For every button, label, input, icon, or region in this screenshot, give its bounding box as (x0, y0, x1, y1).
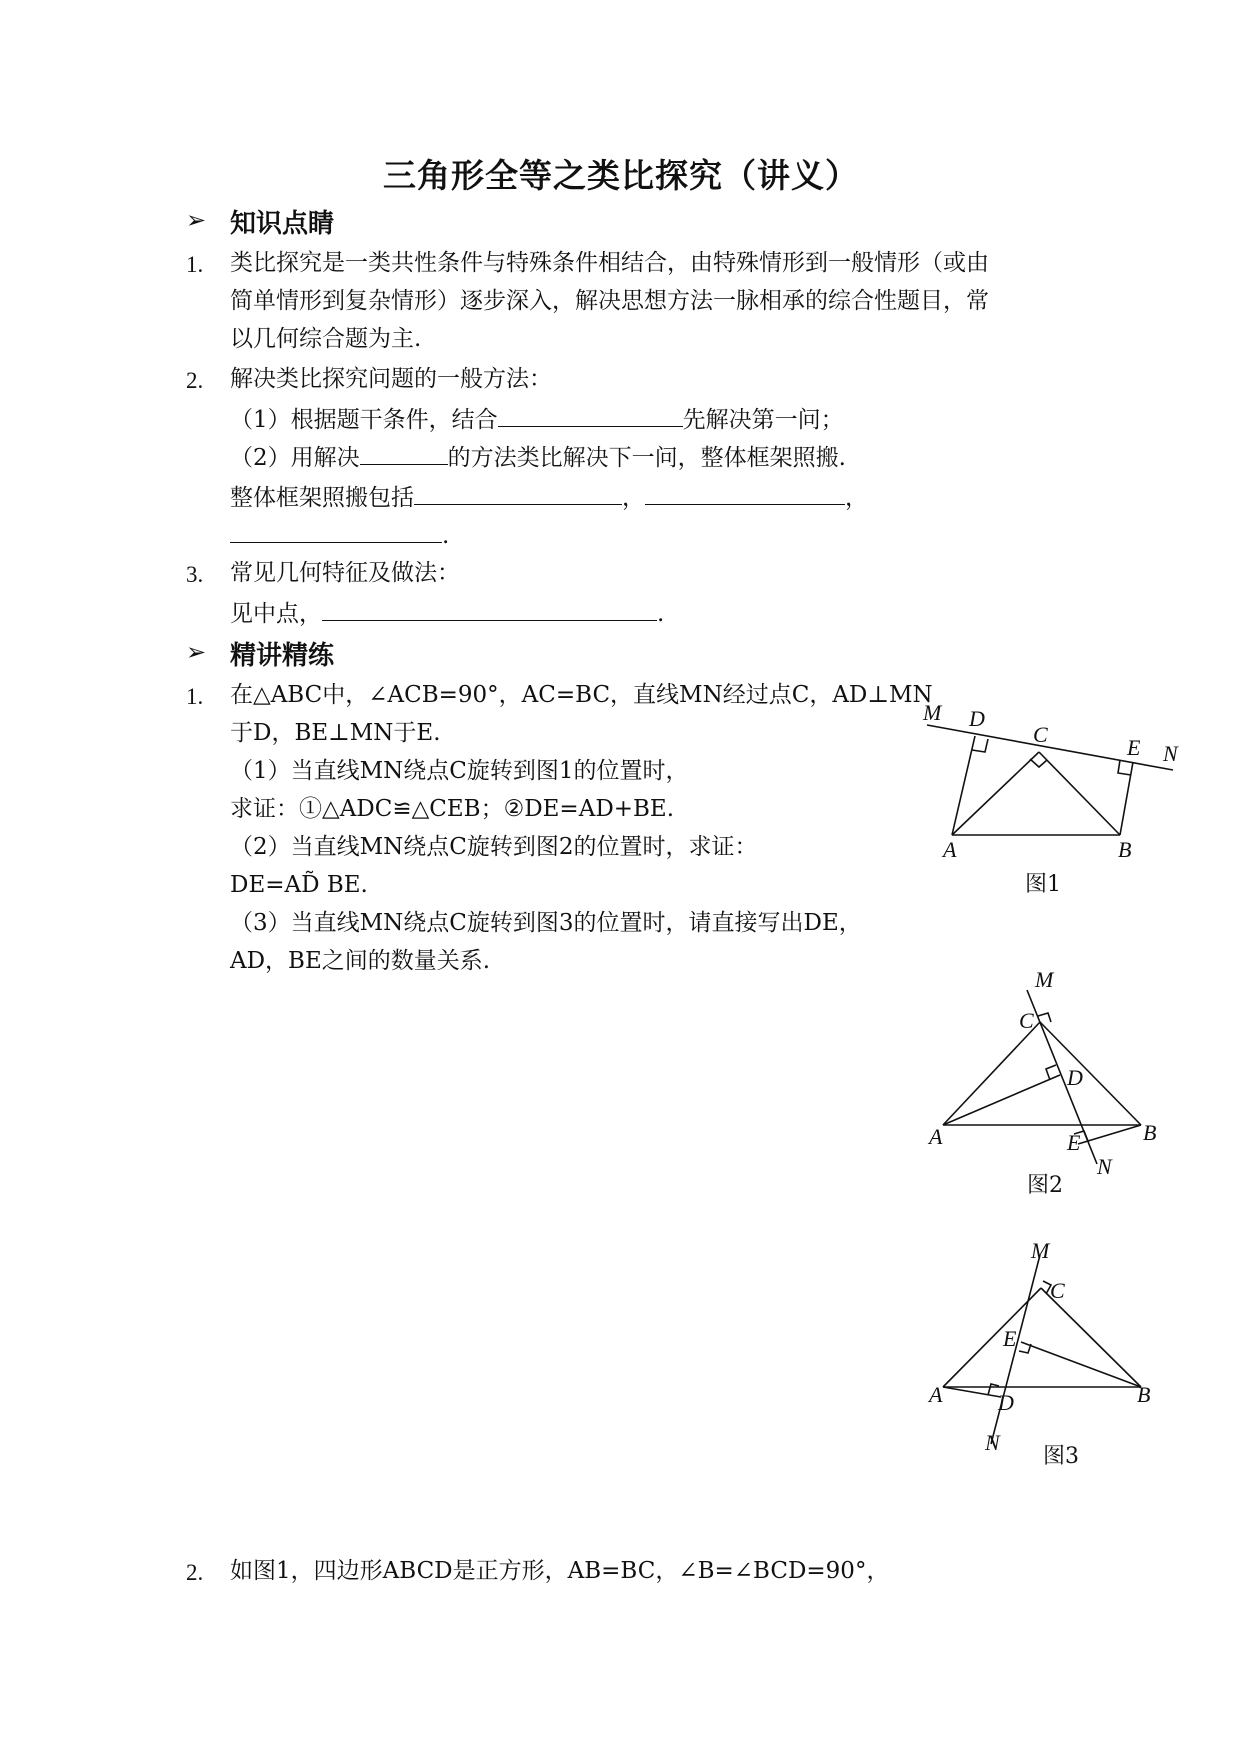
label-n: N (1097, 1154, 1112, 1179)
item-3-intro: 常见几何特征及做法： (230, 560, 460, 586)
period: . (657, 601, 665, 627)
fill-blank[interactable] (230, 522, 442, 543)
item-2-sub2-text-b: 的方法类比解决下一问，整体框架照搬. (447, 445, 846, 471)
item-1-line-2: 简单情形到复杂情形）逐步深入，解决思想方法一脉相承的综合性题目，常 (230, 288, 989, 314)
segment-cb (1040, 1022, 1141, 1125)
item-2-sub1 (230, 406, 844, 432)
item-2-sub3 (230, 484, 868, 510)
item-2-sub4 (230, 522, 449, 548)
label-m: M (923, 700, 942, 725)
problem-1-line-8: AD，BE之间的数量关系. (230, 948, 491, 974)
figure-3 (915, 1238, 1195, 1478)
problem-1-line-6: DE=AD̃ BE. (230, 872, 368, 898)
label-b: B (1143, 1120, 1157, 1145)
segment-ac (952, 752, 1039, 835)
right-angle-c (1030, 759, 1047, 767)
item-number: 2. (186, 368, 204, 393)
item-2-sub1-text-a: （1）根据题干条件，结合 (230, 407, 498, 433)
fill-blank[interactable] (322, 600, 657, 621)
section-heading-practice: 精讲精练 (230, 641, 335, 671)
figure-2 (915, 960, 1195, 1210)
label-a: A (929, 1124, 943, 1149)
label-n: N (1163, 741, 1178, 766)
problem-1-line-1: 在△ABC中，∠ACB=90°，AC=BC，直线MN经过点C，AD⊥MN (230, 682, 933, 708)
figure-1-caption: 图1 (1025, 872, 1061, 897)
segment-ac (943, 1022, 1040, 1125)
figure-2-caption: 图2 (1027, 1173, 1063, 1198)
label-m: M (1031, 1238, 1050, 1263)
item-2-sub2 (230, 444, 846, 470)
section-bullet-icon: ➢ (186, 638, 207, 666)
problem-1-line-5: （2）当直线MN绕点C旋转到图2的位置时，求证： (230, 834, 758, 860)
label-d: D (969, 706, 985, 731)
figure-1 (915, 695, 1195, 905)
label-d: D (1067, 1065, 1083, 1090)
segment-be (1021, 1342, 1141, 1387)
section-bullet-icon: ➢ (186, 206, 207, 234)
segment-ad (943, 1387, 1001, 1397)
item-2-sub1-text-b: 先解决第一问； (682, 407, 844, 433)
label-b: B (1137, 1382, 1151, 1407)
label-e: E (1067, 1130, 1081, 1155)
problem-2-line-1: 如图1，四边形ABCD是正方形，AB=BC，∠B=∠BCD=90°， (230, 1558, 890, 1584)
problem-1-line-7: （3）当直线MN绕点C旋转到图3的位置时，请直接写出DE， (230, 910, 862, 936)
figure-3-caption: 图3 (1043, 1444, 1079, 1469)
label-e: E (1003, 1326, 1017, 1351)
fill-blank[interactable] (360, 444, 448, 465)
fill-blank[interactable] (414, 484, 622, 505)
problem-number: 1. (186, 684, 204, 709)
comma: ， (622, 485, 645, 511)
fill-blank[interactable] (498, 406, 683, 427)
item-2-sub2-text-a: （2）用解决 (230, 445, 360, 471)
label-c: C (1033, 722, 1048, 747)
label-a: A (929, 1382, 943, 1407)
label-e: E (1127, 735, 1141, 760)
item-1-line-1: 类比探究是一类共性条件与特殊条件相结合，由特殊情形到一般情形（或由 (230, 250, 989, 276)
item-number: 3. (186, 562, 204, 587)
label-n: N (985, 1430, 1000, 1455)
segment-cb (1039, 752, 1120, 835)
segment-ac (943, 1288, 1041, 1387)
label-a: A (943, 837, 957, 862)
segment-ad (952, 736, 975, 835)
problem-1-line-2: 于D，BE⊥MN于E. (230, 720, 441, 746)
problem-1-line-4: 求证：①△ADC≌△CEB；②DE=AD+BE. (230, 796, 675, 822)
period: . (442, 523, 450, 549)
fill-blank[interactable] (645, 484, 845, 505)
item-3-line (230, 600, 664, 626)
label-m: M (1035, 967, 1054, 992)
item-3-text: 见中点， (230, 601, 322, 627)
section-heading-knowledge: 知识点睛 (230, 209, 335, 239)
problem-1-line-3: （1）当直线MN绕点C旋转到图1的位置时， (230, 758, 689, 784)
label-d: D (998, 1390, 1014, 1415)
item-number: 1. (186, 252, 204, 277)
label-b: B (1118, 837, 1132, 862)
item-1-line-3: 以几何综合题为主. (230, 326, 422, 352)
comma: ， (845, 485, 868, 511)
segment-ad (943, 1075, 1060, 1125)
label-c: C (1050, 1278, 1065, 1303)
label-c: C (1019, 1008, 1034, 1033)
item-2-sub3-text: 整体框架照搬包括 (230, 485, 414, 511)
page-title: 三角形全等之类比探究（讲义） (383, 156, 859, 195)
item-2-intro: 解决类比探究问题的一般方法： (230, 366, 552, 392)
problem-number: 2. (186, 1560, 204, 1585)
